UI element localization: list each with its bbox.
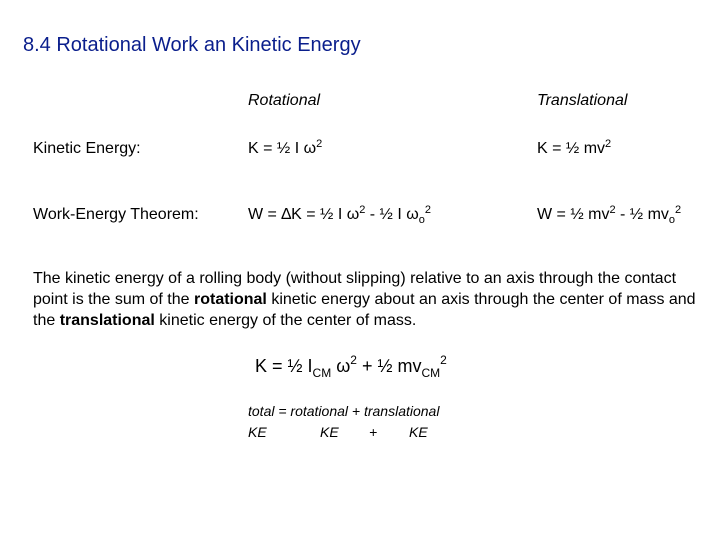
formula-note-line1: total = rotational + translational	[248, 403, 440, 419]
work-energy-rotational: W = ∆K = ½ I $\omega^2$ - ½ I $\omega_o^2$	[248, 204, 431, 226]
formula-note-ke-total: KE	[409, 424, 428, 440]
row-label-kinetic-energy: Kinetic Energy:	[33, 140, 141, 157]
total-kinetic-energy-formula: K = ½ $I_{CM}$ $\omega^2$ + ½ $mv_{CM}^2$	[255, 353, 447, 380]
column-header-translational: Translational	[537, 92, 628, 109]
rolling-body-paragraph: The kinetic energy of a rolling body (without slipping) relative to an axis through the contact point is the sum of the rotational kinetic energy about an axis through the center of mass and the translational kinetic energy of the center of mass.	[33, 270, 696, 329]
formula-note-ke-translational-label: KE	[320, 424, 339, 440]
column-header-rotational: Rotational	[248, 92, 321, 109]
formula-note-plus: +	[369, 424, 378, 440]
formula-note-ke-rotational: KE	[248, 424, 267, 440]
row-label-work-energy-theorem: Work-Energy Theorem:	[33, 206, 199, 223]
slide-title: 8.4 Rotational Work an Kinetic Energy	[23, 34, 361, 56]
work-energy-translational: W = ½ $mv^2$ - ½ $mv_o^2$	[537, 204, 682, 226]
kinetic-energy-rotational: K = ½ I $\omega^2$	[248, 138, 323, 157]
kinetic-energy-translational: K = ½ $mv^2$	[537, 138, 612, 157]
